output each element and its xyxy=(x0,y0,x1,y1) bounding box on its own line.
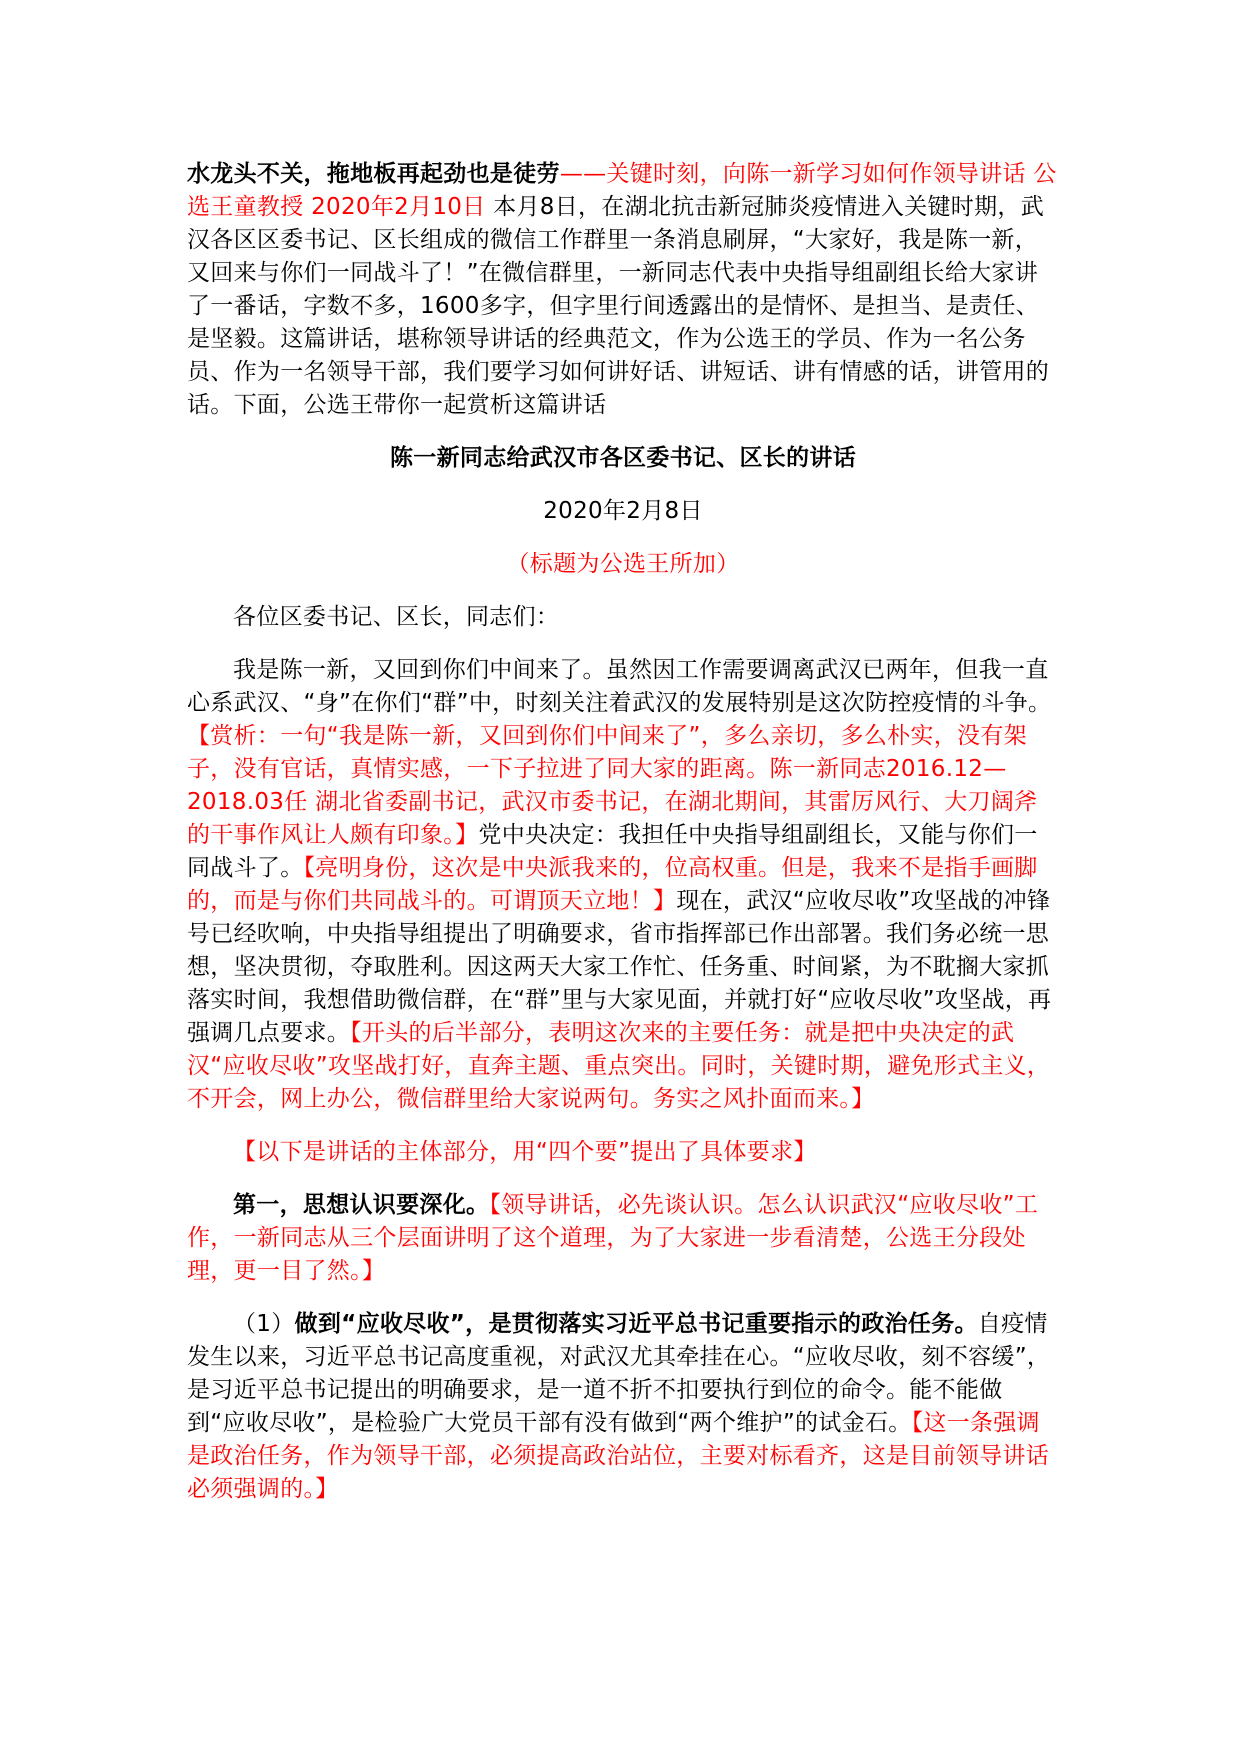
point-one xyxy=(187,1308,1059,1506)
commentary-2: 【亮明身份，这次是中央派我来的，位高权重。但是，我来不是指手画脚的，而是与你们共同战斗的。可谓顶天立地！】 xyxy=(187,855,1038,914)
speech-date: 2020年2月8日 xyxy=(543,498,703,524)
point-one-text: 自疫情发生以来，习近平总书记高度重视，对武汉尤其牵挂在心。“应收尽收，刻不容缓”，是习近平总书记提出的明确要求，是一道不折不扣要执行到位的命令。能不能做到“应收尽收”，是检验广大党员干部有没有做到“两个维护”的试金石。 xyxy=(187,1311,1051,1436)
intro-paragraph xyxy=(187,158,1059,422)
intro-title: 水龙头不关，拖地板再起劲也是徒劳 xyxy=(187,161,560,187)
opening-text-1: 我是陈一新，又回到你们中间来了。虽然因工作需要调离武汉已两年，但我一直心系武汉、“身”在你们“群”中，时刻关注着武汉的发展特别是这次防控疫情的斗争。 xyxy=(187,657,1052,716)
intro-body: 本月8日，在湖北抗击新冠肺炎疫情进入关键时期，武汉各区区委书记、区长组成的微信工作群里一条消息刷屏，“大家好，我是陈一新，又回来与你们一同战斗了！”在微信群里，一新同志代表中央指导组副组长给大家讲了一番话，字数不多，1600多字，但字里行间透露出的是情怀、是担当、是责任、是坚毅。这篇讲话，堪称领导讲话的经典范文，作为公选王的学员、作为一名公务员、作为一名领导干部，我们要学习如何讲好话、讲短话、讲有情感的话，讲管用的话。下面，公选王带你一起赏析这篇讲话 xyxy=(187,194,1050,418)
section-first xyxy=(187,1189,1059,1288)
title-note: （标题为公选王所加） xyxy=(506,551,740,577)
main-body-note: 【以下是讲话的主体部分，用“四个要”提出了具体要求】 xyxy=(233,1139,817,1165)
intro-subtitle: ——关键时刻，向陈一新学习如何作领导讲话 公选王童教授 2020年2月10日 xyxy=(187,161,1057,220)
speech-title: 陈一新同志给武汉市各区委书记、区长的讲话 xyxy=(390,445,856,471)
opening-text-3: 现在，武汉“应收尽收”攻坚战的冲锋号已经吹响，中央指导组提出了明确要求，省市指挥部已作出部署。我们务必统一思想，坚决贯彻，夺取胜利。因这两天大家工作忙、任务重、时间紧，为不耽搁大家抓落实时间，我想借助微信群，在“群”里与大家见面，并就打好“应收尽收”攻坚战，再强调几点要求。 xyxy=(187,888,1052,1046)
point-one-number: （1） xyxy=(233,1311,295,1337)
document-page xyxy=(187,158,1059,1526)
commentary-1: 【赏析：一句“我是陈一新，又回到你们中间来了”，多么亲切，多么朴实，没有架子，没有官话，真情实感，一下子拉进了同大家的距离。陈一新同志2016.12—2018.03任 湖北省委副书记，武汉市委书记，在湖北期间，其雷厉风行、大刀阔斧的干事作风让人颇有印象。】 xyxy=(187,723,1038,848)
speech-paragraph-opening xyxy=(187,654,1059,1116)
point-one-commentary: 【这一条强调是政治任务，作为领导干部，必须提高政治站位，主要对标看齐，这是目前领导讲话必须强调的。】 xyxy=(187,1410,1050,1502)
point-one-heading: 做到“应收尽收”，是贯彻落实习近平总书记重要指示的政治任务。 xyxy=(294,1311,978,1337)
section-first-commentary: 【领导讲话，必先谈认识。怎么认识武汉“应收尽收”工作，一新同志从三个层面讲明了这个道理，为了大家进一步看清楚，公选王分段处理，更一目了然。】 xyxy=(187,1192,1039,1284)
salutation: 各位区委书记、区长，同志们： xyxy=(233,604,560,630)
commentary-3: 【开头的后半部分，表明这次来的主要任务：就是把中央决定的武汉“应收尽收”攻坚战打好，直奔主题、重点突出。同时，关键时期，避免形式主义，不开会，网上办公，微信群里给大家说两句。务实之风扑面而来。】 xyxy=(187,1020,1051,1112)
section-first-heading: 第一，思想认识要深化。 xyxy=(233,1192,490,1218)
opening-text-2: 党中央决定：我担任中央指导组副组长，又能与你们一同战斗了。 xyxy=(187,822,1038,881)
